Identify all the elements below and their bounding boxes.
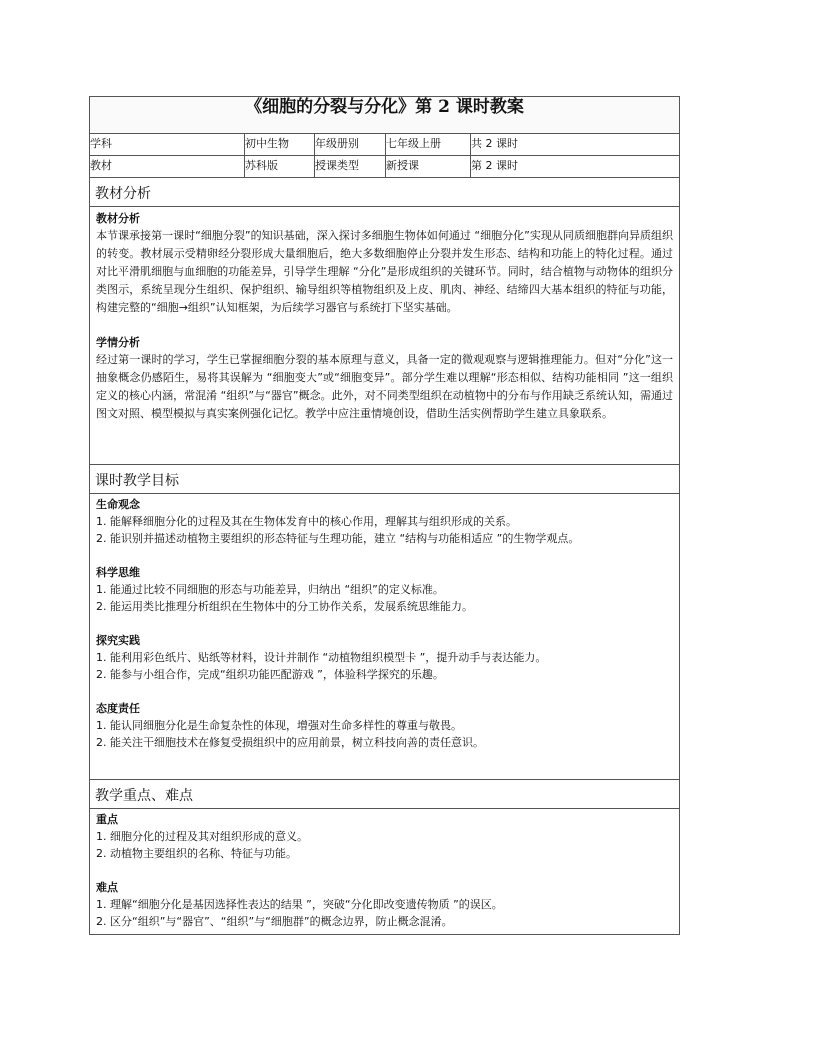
info-cell: 苏科版 [245,156,315,178]
lesson-plan-page [89,96,679,935]
info-cell: 教材 [90,156,245,178]
info-cell: 七年级上册 [386,134,471,156]
lesson-plan-table [89,96,680,935]
info-row-subject [90,134,680,156]
list-item: 2. 能运用类比推理分析组织在生物体中的分工协作关系，发展系统思维能力。 [96,600,473,613]
section-heading: 教学重点、难点 [95,788,193,804]
info-cell: 初中生物 [245,134,315,156]
list-item: 1. 细胞分化的过程及其对组织形成的意义。 [96,830,308,843]
info-cell: 年级册别 [315,134,386,156]
info-cell: 授课类型 [315,156,386,178]
subheading: 教材分析 [96,212,140,225]
list-item: 1. 理解“细胞分化是基因选择性表达的结果 ”，突破“分化即改变遗传物质 ”的误区。 [96,898,503,911]
list-item: 2. 动植物主要组织的名称、特征与功能。 [96,847,297,860]
subheading: 难点 [96,881,118,894]
info-cell: 新授课 [386,156,471,178]
subheading: 态度责任 [96,702,140,715]
list-item: 1. 能通过比较不同细胞的形态与功能差异，归纳出 “组织”的定义标准。 [96,583,444,596]
section-header-objectives [90,465,680,494]
section-header-textbook [90,178,680,207]
list-item: 2. 能识别并描述动植物主要组织的形态特征与生理功能，建立 “结构与功能相适应 ”的生物学观点。 [96,532,580,545]
section-header-keypoints [90,780,680,809]
info-cell: 第 2 课时 [471,156,680,178]
document-title: 《细胞的分裂与分化》第 2 课时教案 [245,97,524,117]
section-heading: 课时教学目标 [95,473,179,489]
list-item: 2. 能参与小组合作，完成“组织功能匹配游戏 ”，体验科学探究的乐趣。 [96,668,444,681]
section-heading: 教材分析 [95,186,151,202]
info-row-textbook [90,156,680,178]
section-body-textbook [90,207,680,465]
subheading: 重点 [96,813,118,826]
subheading: 科学思维 [96,566,140,579]
info-cell: 学科 [90,134,245,156]
subheading: 学情分析 [96,336,140,349]
info-cell: 共 2 课时 [471,134,680,156]
list-item: 1. 能解释细胞分化的过程及其在生物体发育中的核心作用，理解其与组织形成的关系。 [96,515,517,528]
paragraph: 本节课承接第一课时“细胞分裂”的知识基础，深入探讨多细胞生物体如何通过 “细胞分化”实现从同质细胞群向异质组织的转变。教材展示受精卵经分裂形成大量细胞后，绝大多数细胞停止分裂并发生形态、结构和功能上的特化过程。通过对比平滑肌细胞与血细胞的功能差异，引导学生理解 “分化”是形成组织的关键环节。同时，结合植物与动物体的组织分类图示，系统呈现分生组织、保护组织、输导组织等植物组织及上皮、肌肉、神经、结缔四大基本组织的特征与功能，构建完整的“细胞→组织”认知框架，为后续学习器官与系统打下坚实基础。 [96,229,674,314]
subheading: 生命观念 [96,498,140,511]
title-row [90,97,680,134]
list-item: 1. 能利用彩色纸片、贴纸等材料，设计并制作 “动植物组织模型卡 ”，提升动手与表达能力。 [96,651,547,664]
list-item: 2. 能关注干细胞技术在修复受损组织中的应用前景，树立科技向善的责任意识。 [96,736,484,749]
paragraph: 经过第一课时的学习，学生已掌握细胞分裂的基本原理与意义，具备一定的微观观察与逻辑推理能力。但对“分化”这一抽象概念仍感陌生，易将其误解为 “细胞变大”或“细胞变异”。部分学生难以理解“形态相似、结构功能相同 ”这一组织定义的核心内涵，常混淆 “组织”与“器官”概念。此外，对不同类型组织在动植物中的分布与作用缺乏系统认知，需通过图文对照、模型模拟与真实案例强化记忆。教学中应注重情境创设，借助生活实例帮助学生建立具象联系。 [96,353,674,420]
section-body-keypoints [90,809,680,935]
subheading: 探究实践 [96,634,140,647]
list-item: 2. 区分“组织”与“器官”、“组织”与“细胞群”的概念边界，防止概念混淆。 [96,915,453,928]
list-item: 1. 能认同细胞分化是生命复杂性的体现，增强对生命多样性的尊重与敬畏。 [96,719,462,732]
section-body-objectives [90,494,680,780]
